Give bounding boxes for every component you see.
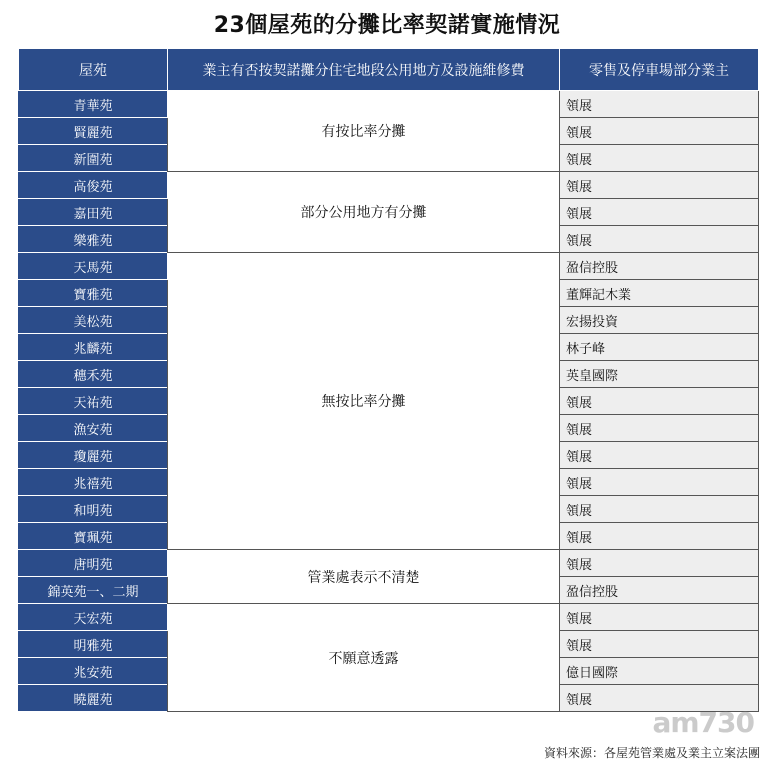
watermark-logo: am730: [652, 706, 754, 739]
status-cell: 無按比率分攤: [168, 253, 560, 550]
owner-cell: 領展: [560, 685, 759, 712]
owner-cell: 宏揚投資: [560, 307, 759, 334]
estate-cell: 明雅苑: [19, 631, 168, 658]
table-header-row: [19, 49, 759, 91]
table-row: [19, 604, 759, 631]
owner-cell: 領展: [560, 631, 759, 658]
table-body: [19, 91, 759, 712]
estate-cell: 新圍苑: [19, 145, 168, 172]
estate-cell: 天宏苑: [19, 604, 168, 631]
estate-cell: 錦英苑一、二期: [19, 577, 168, 604]
estate-cell: 樂雅苑: [19, 226, 168, 253]
estate-cell: 漁安苑: [19, 415, 168, 442]
estate-cell: 穗禾苑: [19, 361, 168, 388]
owner-cell: 領展: [560, 469, 759, 496]
status-cell: 管業處表示不清楚: [168, 550, 560, 604]
owner-cell: 領展: [560, 442, 759, 469]
owner-cell: 領展: [560, 199, 759, 226]
header-estate: 屋苑: [19, 49, 168, 91]
owner-cell: 領展: [560, 496, 759, 523]
status-cell: 有按比率分攤: [168, 91, 560, 172]
estate-cell: 高俊苑: [19, 172, 168, 199]
estate-cell: 寶珮苑: [19, 523, 168, 550]
owner-cell: 董輝記木業: [560, 280, 759, 307]
owner-cell: 領展: [560, 145, 759, 172]
estate-cell: 和明苑: [19, 496, 168, 523]
owner-cell: 億日國際: [560, 658, 759, 685]
estate-cell: 賢麗苑: [19, 118, 168, 145]
estate-cell: 兆麟苑: [19, 334, 168, 361]
owner-cell: 領展: [560, 550, 759, 577]
estate-cell: 唐明苑: [19, 550, 168, 577]
status-cell: 不願意透露: [168, 604, 560, 712]
estate-cell: 兆安苑: [19, 658, 168, 685]
estate-cell: 寶雅苑: [19, 280, 168, 307]
owner-cell: 領展: [560, 118, 759, 145]
table-row: [19, 91, 759, 118]
estate-cell: 天馬苑: [19, 253, 168, 280]
owner-cell: 盈信控股: [560, 577, 759, 604]
owner-cell: 領展: [560, 91, 759, 118]
header-owner: 零售及停車場部分業主: [560, 49, 759, 91]
page-title: 23個屋苑的分攤比率契諾實施情況: [213, 13, 561, 38]
owner-cell: 領展: [560, 604, 759, 631]
estate-cell: 嘉田苑: [19, 199, 168, 226]
estate-cell: 兆禧苑: [19, 469, 168, 496]
estate-cell: 青華苑: [19, 91, 168, 118]
estate-cell: 曉麗苑: [19, 685, 168, 712]
source-note: 資料來源：各屋苑管業處及業主立案法團: [543, 746, 760, 760]
owner-cell: 領展: [560, 523, 759, 550]
table-row: [19, 172, 759, 199]
owner-cell: 領展: [560, 415, 759, 442]
owner-cell: 領展: [560, 388, 759, 415]
owner-cell: 領展: [560, 226, 759, 253]
table-row: [19, 550, 759, 577]
owner-cell: 領展: [560, 172, 759, 199]
estate-cell: 美松苑: [19, 307, 168, 334]
estate-cell: 天祐苑: [19, 388, 168, 415]
owner-cell: 英皇國際: [560, 361, 759, 388]
table-row: [19, 253, 759, 280]
owner-cell: 林子峰: [560, 334, 759, 361]
estate-table: [18, 48, 759, 712]
owner-cell: 盈信控股: [560, 253, 759, 280]
status-cell: 部分公用地方有分攤: [168, 172, 560, 253]
header-status: 業主有否按契諾攤分住宅地段公用地方及設施維修費: [168, 49, 560, 91]
estate-cell: 瓊麗苑: [19, 442, 168, 469]
